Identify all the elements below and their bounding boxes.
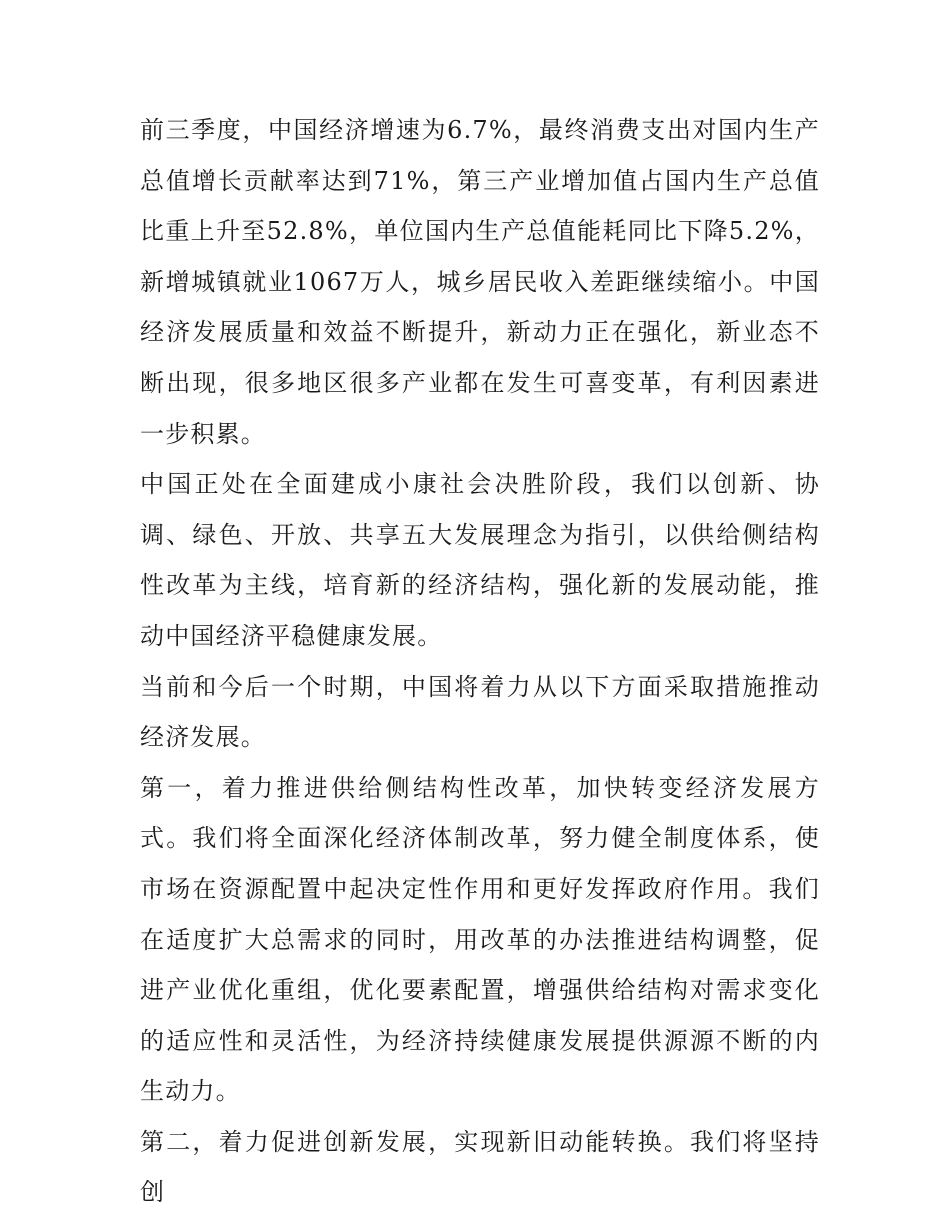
paragraph-economic-growth: 前三季度，中国经济增速为6.7%，最终消费支出对国内生产总值增长贡献率达到71%，第三产业增加值占国内生产总值比重上升至52.8%，单位国内生产总值能耗同比下降5.2%，新增城镇就业1067万人，城乡居民收入差距继续缩小。中国经济发展质量和效益不断提升，新动力正在强化，新业态不断出现，很多地区很多产业都在发生可喜变革，有利因素进一步积累。: [140, 116, 820, 448]
document-page: [140, 105, 820, 1218]
paragraph-first-measure: 第一，着力推进供给侧结构性改革，加快转变经济发展方式。我们将全面深化经济体制改革，努力健全制度体系，使市场在资源配置中起决定性作用和更好发挥政府作用。我们在适度扩大总需求的同时，用改革的办法推进结构调整，促进产业优化重组，优化要素配置，增强供给结构对需求变化的适应性和灵活性，为经济持续健康发展提供源源不断的内生动力。: [140, 773, 820, 1106]
paragraph-development-philosophy: 中国正处在全面建成小康社会决胜阶段，我们以创新、协调、绿色、开放、共享五大发展理念为指引，以供给侧结构性改革为主线，培育新的经济结构，强化新的发展动能，推动中国经济平稳健康发展。: [140, 470, 820, 650]
paragraph-measures-intro: 当前和今后一个时期，中国将着力从以下方面采取措施推动经济发展。: [140, 672, 820, 752]
paragraph-second-measure: 第二，着力促进创新发展，实现新旧动能转换。我们将坚持创: [140, 1127, 820, 1207]
